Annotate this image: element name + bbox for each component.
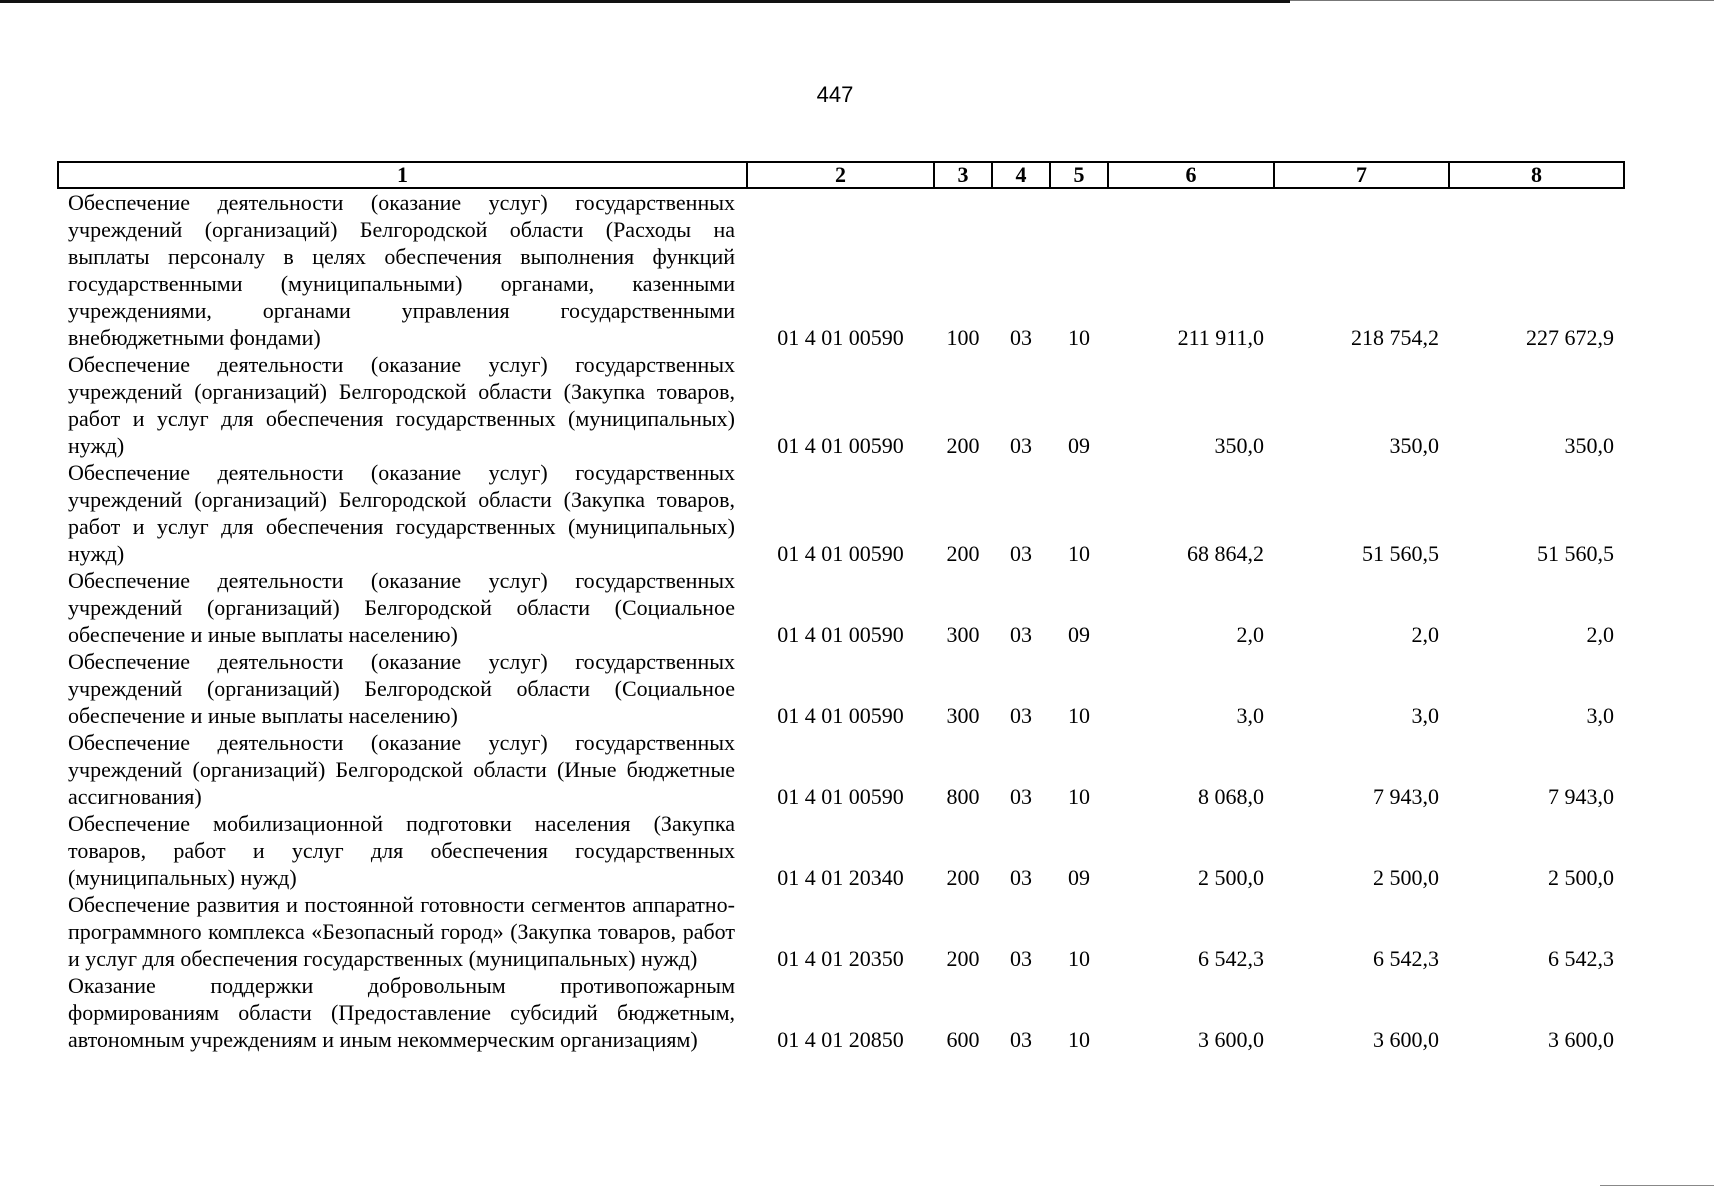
row-col-3: 600 xyxy=(946,1027,980,1052)
table-row xyxy=(58,351,1624,459)
row-col-3: 300 xyxy=(946,622,980,647)
row-description: Обеспечение деятельности (оказание услуг) государственных учреждений (организаций) Белгородской области (Расходы на выплаты персоналу в целях обеспечения выполнения функций государственными (муниципальными) органами, казенными учреждениями, органами управления государственными внебюджетными фондами) xyxy=(68,190,735,350)
row-amount-8: 6 542,3 xyxy=(1548,946,1614,971)
row-code: 01 4 01 20350 xyxy=(777,946,904,971)
row-amount-7: 2 500,0 xyxy=(1373,865,1439,890)
row-col-4: 03 xyxy=(1010,703,1032,728)
row-amount-7: 218 754,2 xyxy=(1351,325,1439,350)
row-description: Обеспечение деятельности (оказание услуг) государственных учреждений (организаций) Белгородской области (Закупка товаров, работ и услуг для обеспечения государственных (муниципальных) нужд) xyxy=(68,460,735,566)
row-description: Обеспечение развития и постоянной готовности сегментов аппаратно-программного комплекса «Безопасный город» (Закупка товаров, работ и услуг для обеспечения государственных (муниципальных) нужд) xyxy=(68,892,735,971)
table-row xyxy=(58,891,1624,972)
row-description: Оказание поддержки добровольным противопожарным формированиям области (Предоставление субсидий бюджетным, автономным учреждениям и иным некоммерческим организациям) xyxy=(68,973,735,1052)
row-amount-8: 2 500,0 xyxy=(1548,865,1614,890)
table-row xyxy=(58,972,1624,1053)
row-col-5: 10 xyxy=(1068,784,1090,809)
row-amount-6: 68 864,2 xyxy=(1187,541,1264,566)
row-amount-8: 2,0 xyxy=(1586,622,1614,647)
row-description: Обеспечение деятельности (оказание услуг) государственных учреждений (организаций) Белгородской области (Социальное обеспечение и иные выплаты населению) xyxy=(68,568,735,647)
row-code: 01 4 01 20340 xyxy=(777,865,904,890)
top-scan-rule xyxy=(0,0,1290,3)
table-row xyxy=(58,648,1624,729)
row-description: Обеспечение деятельности (оказание услуг) государственных учреждений (организаций) Белгородской области (Иные бюджетные ассигнования) xyxy=(68,730,735,809)
row-code: 01 4 01 20850 xyxy=(777,1027,904,1052)
row-amount-8: 51 560,5 xyxy=(1537,541,1614,566)
row-col-5: 10 xyxy=(1068,325,1090,350)
header-col-3: 3 xyxy=(934,162,992,188)
header-col-1: 1 xyxy=(58,162,747,188)
table-header xyxy=(58,162,1624,188)
row-amount-7: 7 943,0 xyxy=(1373,784,1439,809)
header-col-5: 5 xyxy=(1050,162,1108,188)
row-amount-6: 6 542,3 xyxy=(1198,946,1264,971)
row-col-5: 10 xyxy=(1068,703,1090,728)
row-col-3: 800 xyxy=(946,784,980,809)
row-col-5: 09 xyxy=(1068,433,1090,458)
row-amount-7: 3 600,0 xyxy=(1373,1027,1439,1052)
table-row xyxy=(58,188,1624,351)
row-code: 01 4 01 00590 xyxy=(777,433,904,458)
row-col-3: 200 xyxy=(946,541,980,566)
top-scan-rule-thin xyxy=(1290,0,1714,1)
header-row xyxy=(58,162,1624,188)
row-col-3: 200 xyxy=(946,946,980,971)
row-amount-8: 3 600,0 xyxy=(1548,1027,1614,1052)
row-amount-6: 211 911,0 xyxy=(1177,325,1264,350)
row-amount-6: 2 500,0 xyxy=(1198,865,1264,890)
row-description: Обеспечение деятельности (оказание услуг) государственных учреждений (организаций) Белгородской области (Закупка товаров, работ и услуг для обеспечения государственных (муниципальных) нужд) xyxy=(68,352,735,458)
header-col-7: 7 xyxy=(1274,162,1449,188)
row-amount-7: 3,0 xyxy=(1411,703,1439,728)
page-number: 447 xyxy=(816,82,854,107)
row-code: 01 4 01 00590 xyxy=(777,325,904,350)
row-col-5: 09 xyxy=(1068,865,1090,890)
header-col-2: 2 xyxy=(747,162,934,188)
row-amount-7: 6 542,3 xyxy=(1373,946,1439,971)
row-amount-6: 2,0 xyxy=(1236,622,1264,647)
table-row xyxy=(58,567,1624,648)
row-col-4: 03 xyxy=(1010,1027,1032,1052)
row-col-4: 03 xyxy=(1010,541,1032,566)
row-col-4: 03 xyxy=(1010,325,1032,350)
row-col-5: 10 xyxy=(1068,946,1090,971)
row-amount-6: 3,0 xyxy=(1236,703,1264,728)
header-col-8: 8 xyxy=(1449,162,1624,188)
row-col-4: 03 xyxy=(1010,865,1032,890)
row-col-4: 03 xyxy=(1010,622,1032,647)
table-body xyxy=(58,188,1624,1053)
table-row xyxy=(58,729,1624,810)
row-col-5: 10 xyxy=(1068,541,1090,566)
table-row xyxy=(58,810,1624,891)
row-col-4: 03 xyxy=(1010,784,1032,809)
row-col-5: 09 xyxy=(1068,622,1090,647)
row-amount-6: 350,0 xyxy=(1214,433,1264,458)
row-amount-8: 350,0 xyxy=(1564,433,1614,458)
header-col-4: 4 xyxy=(992,162,1050,188)
row-amount-8: 7 943,0 xyxy=(1548,784,1614,809)
row-amount-7: 350,0 xyxy=(1389,433,1439,458)
row-col-3: 100 xyxy=(946,325,980,350)
row-col-4: 03 xyxy=(1010,433,1032,458)
row-code: 01 4 01 00590 xyxy=(777,703,904,728)
row-col-3: 300 xyxy=(946,703,980,728)
row-col-5: 10 xyxy=(1068,1027,1090,1052)
row-col-3: 200 xyxy=(946,865,980,890)
budget-table xyxy=(57,161,1625,1053)
row-amount-6: 8 068,0 xyxy=(1198,784,1264,809)
table-row xyxy=(58,459,1624,567)
row-description: Обеспечение деятельности (оказание услуг) государственных учреждений (организаций) Белгородской области (Социальное обеспечение и иные выплаты населению) xyxy=(68,649,735,728)
row-amount-6: 3 600,0 xyxy=(1198,1027,1264,1052)
row-amount-8: 3,0 xyxy=(1586,703,1614,728)
row-code: 01 4 01 00590 xyxy=(777,541,904,566)
row-description: Обеспечение мобилизационной подготовки населения (Закупка товаров, работ и услуг для обеспечения государственных (муниципальных) нужд) xyxy=(68,811,735,890)
row-amount-8: 227 672,9 xyxy=(1526,325,1614,350)
row-amount-7: 51 560,5 xyxy=(1362,541,1439,566)
row-amount-7: 2,0 xyxy=(1411,622,1439,647)
row-col-3: 200 xyxy=(946,433,980,458)
header-col-6: 6 xyxy=(1108,162,1274,188)
row-col-4: 03 xyxy=(1010,946,1032,971)
bottom-scan-rule xyxy=(1600,1185,1714,1186)
row-code: 01 4 01 00590 xyxy=(777,784,904,809)
row-code: 01 4 01 00590 xyxy=(777,622,904,647)
